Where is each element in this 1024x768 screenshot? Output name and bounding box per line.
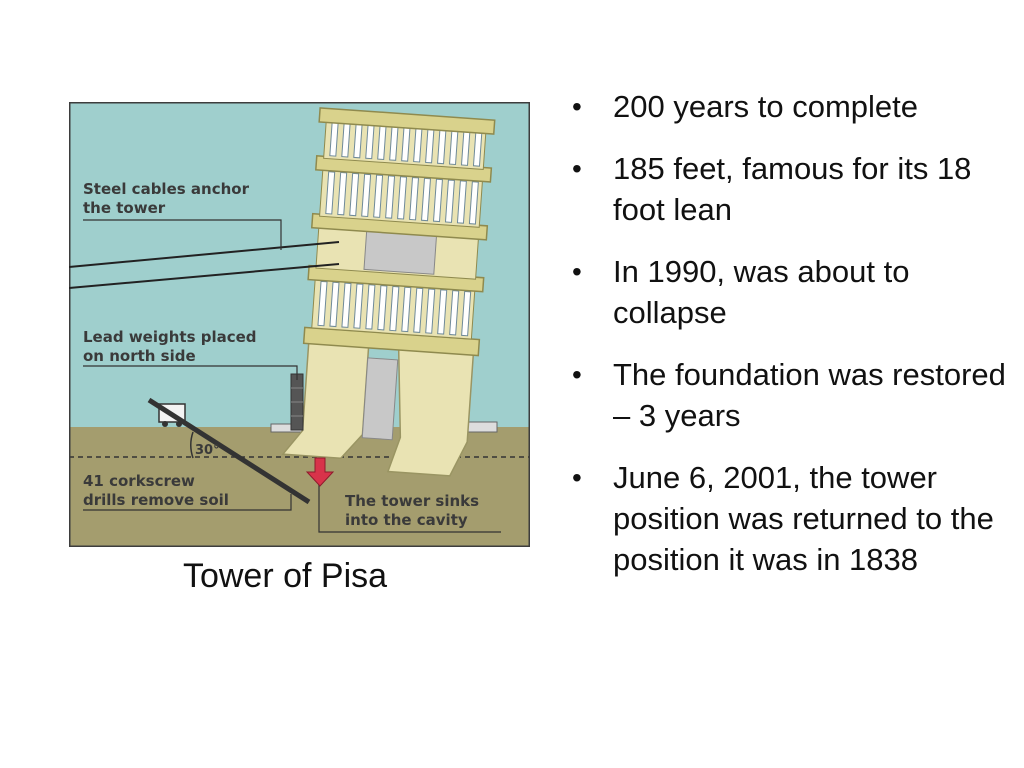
label-angle: 30° bbox=[195, 443, 220, 458]
label-cables-line1: Steel cables anchor bbox=[83, 180, 249, 198]
bullet-text: In 1990, was about to collapse bbox=[613, 254, 910, 330]
tower-diagram bbox=[69, 102, 530, 547]
bullet-text: June 6, 2001, the tower position was returned to the position it was in 1838 bbox=[613, 460, 994, 577]
figure-caption: Tower of Pisa bbox=[182, 557, 388, 595]
label-sinks-line1: The tower sinks bbox=[345, 492, 480, 510]
label-sinks-line2: into the cavity bbox=[345, 511, 468, 529]
label-cables-line2: the tower bbox=[83, 199, 166, 217]
lead-weights bbox=[291, 374, 303, 430]
bullet-text: 200 years to complete bbox=[613, 89, 919, 124]
label-weights-line2: on north side bbox=[83, 347, 196, 365]
bullet-text: The foundation was restored – 3 years bbox=[613, 357, 1006, 433]
bullet-list bbox=[572, 86, 1018, 601]
bullet-item bbox=[572, 354, 1018, 436]
bullet-dot: • bbox=[572, 91, 582, 122]
bullet-dot: • bbox=[572, 462, 582, 493]
tower-core-lower bbox=[362, 358, 398, 440]
tower-diagram-svg bbox=[69, 102, 530, 547]
label-drills-line1: 41 corkscrew bbox=[83, 472, 195, 490]
bullet-item bbox=[572, 251, 1018, 333]
bullet-text: 185 feet, famous for its 18 foot lean bbox=[613, 151, 972, 227]
bullet-dot: • bbox=[572, 359, 582, 390]
bullet-item bbox=[572, 148, 1018, 230]
bullet-dot: • bbox=[572, 153, 582, 184]
bullet-item bbox=[572, 86, 1018, 127]
bullet-dot: • bbox=[572, 256, 582, 287]
label-weights-line1: Lead weights placed bbox=[83, 328, 257, 346]
bullet-item bbox=[572, 457, 1018, 580]
label-drills-line2: drills remove soil bbox=[83, 491, 229, 509]
